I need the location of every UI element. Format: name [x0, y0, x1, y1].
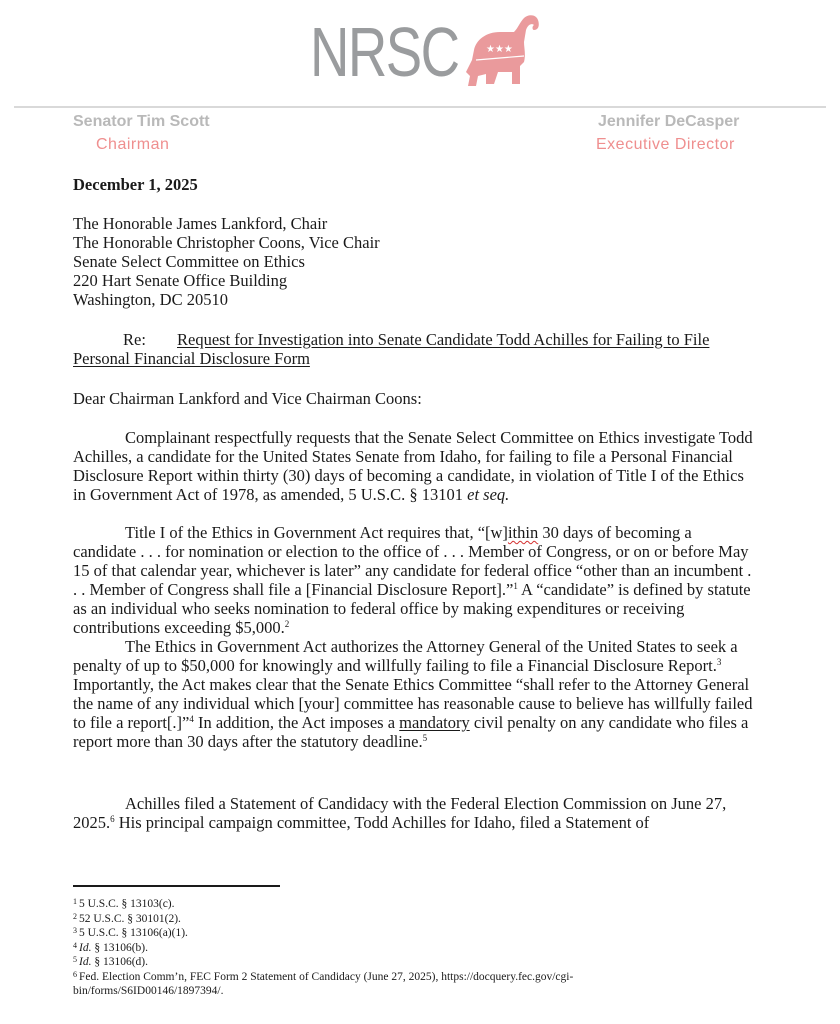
re-label: Re: — [123, 330, 146, 349]
footnote-text: 5 U.S.C. § 13103(c). — [79, 898, 175, 910]
footnote-italic: Id. — [79, 941, 92, 954]
chairman-name: Senator Tim Scott — [73, 113, 210, 130]
logo-text: NRSC — [310, 13, 459, 91]
footnote-number: 3 — [73, 926, 77, 935]
paragraph-text: civil penalty on any candidate who files a report more than 30 days after the statutory deadline. — [73, 713, 749, 751]
emphasized-word: mandatory — [399, 713, 470, 732]
italic-citation: et seq. — [467, 485, 510, 504]
footnote-text: 5 U.S.C. § 13106(a)(1). — [79, 927, 188, 939]
footnote-number: 6 — [73, 969, 77, 979]
paragraph-text: In addition, the Act imposes a — [193, 713, 400, 732]
chairman-title: Chairman — [96, 136, 170, 153]
footnote-separator — [73, 885, 280, 887]
paragraph-text: Achilles filed a Statement of Candidacy with the Federal Election Commission on June 27, 2025. — [73, 794, 727, 832]
footnote-number: 1 — [73, 897, 77, 906]
svg-text:★★★: ★★★ — [486, 44, 513, 55]
footnote — [73, 955, 713, 970]
footnote — [73, 897, 713, 912]
footnote-italic: Id. — [79, 956, 92, 968]
paragraph-text: Complainant respectfully requests that the Senate Select Committee on Ethics investigate Todd Achilles, a candidate for the United States Senate from Idaho, for failing to file a Personal Financial Disclosure Report within thirty (30) days of becoming a candidate, in violation of Title I of the Ethics in Government Act of 1978, as amended, 5 U.S.C. § 13101 — [73, 428, 753, 504]
republican-elephant-icon — [458, 14, 542, 88]
footnote-number: 4 — [73, 940, 77, 950]
footnote-text: § 13106(b). — [91, 941, 149, 954]
paragraph-text: The Ethics in Government Act authorizes the Attorney General of the United States to seek a penalty of up to $50,000 for knowingly and willfully failing to file a Financial Disclosure Report. — [73, 637, 738, 675]
nrsc-logo — [310, 12, 513, 92]
paragraph-text: 30 days of becoming a candidate . . . for nomination or election to the office of . . . Member of Congress, or on or before May 15 of that calendar year, whichever is later” any candidate for federal office “other than an incumbent . . . Member of Congress shall file a [Financial Disclosure Report].” — [73, 523, 752, 599]
address-line: The Honorable Christopher Coons, Vice Chair — [73, 233, 380, 252]
footnote-ref[interactable]: 3 — [716, 657, 722, 667]
paragraph-1 — [73, 428, 753, 504]
footnote-ref[interactable]: 6 — [110, 814, 115, 824]
recipient-address — [73, 214, 753, 309]
paragraph-2 — [73, 523, 753, 637]
re-subject: Request for Investigation into Senate Candidate Todd Achilles for Failing to File Personal Financial Disclosure Form — [73, 330, 710, 368]
footnote — [73, 926, 713, 941]
address-line: Senate Select Committee on Ethics — [73, 252, 305, 271]
footnote-text: 52 U.S.C. § 30101(2). — [79, 912, 181, 925]
footnote — [73, 912, 713, 927]
paragraph-text: A “candidate” is defined by statute as an individual who seeks nomination to federal office by making expenditures or receiving contributions exceeding $5,000. — [73, 580, 751, 637]
letter-date: December 1, 2025 — [73, 175, 198, 194]
salutation: Dear Chairman Lankford and Vice Chairman Coons: — [73, 389, 422, 408]
footnote-text[interactable]: Fed. Election Comm’n, FEC Form 2 Statement of Candidacy (June 27, 2025), https://docquery.fec.gov/cgi-bin/forms/S6ID00146/1897394/. — [73, 970, 574, 997]
paragraph-3 — [73, 637, 753, 751]
address-line: 220 Hart Senate Office Building — [73, 271, 288, 290]
footnote-text: § 13106(d). — [91, 956, 149, 968]
footnote-ref[interactable]: 1 — [513, 581, 518, 591]
executive-director-title: Executive Director — [596, 136, 735, 153]
address-line: Washington, DC 20510 — [73, 290, 228, 309]
footnote-ref[interactable]: 2 — [284, 619, 290, 629]
footnote-ref[interactable]: 5 — [422, 733, 428, 743]
footnotes — [73, 897, 713, 999]
paragraph-text: His principal campaign committee, Todd Achilles for Idaho, filed a Statement of — [114, 813, 650, 832]
footnote-number: 2 — [73, 911, 77, 921]
footnote-ref[interactable]: 4 — [189, 714, 194, 724]
letterhead-divider — [14, 106, 826, 108]
footnote — [73, 970, 713, 999]
paragraph-4 — [73, 794, 753, 832]
subject-line — [73, 330, 753, 368]
executive-director-name: Jennifer DeCasper — [598, 113, 740, 130]
paragraph-text: Importantly, the Act makes clear that the Senate Ethics Committee “shall refer to the Attorney General the name of any individual which [your] committee has reasonable cause to believe has willfully failed to file a report[.]” — [73, 675, 753, 732]
footnote — [73, 941, 713, 956]
spellcheck-flagged-word[interactable]: ithin — [507, 523, 539, 542]
footnote-number: 5 — [73, 955, 77, 964]
address-line: The Honorable James Lankford, Chair — [73, 214, 328, 233]
paragraph-text: Title I of the Ethics in Government Act requires that, “[w] — [125, 523, 508, 542]
